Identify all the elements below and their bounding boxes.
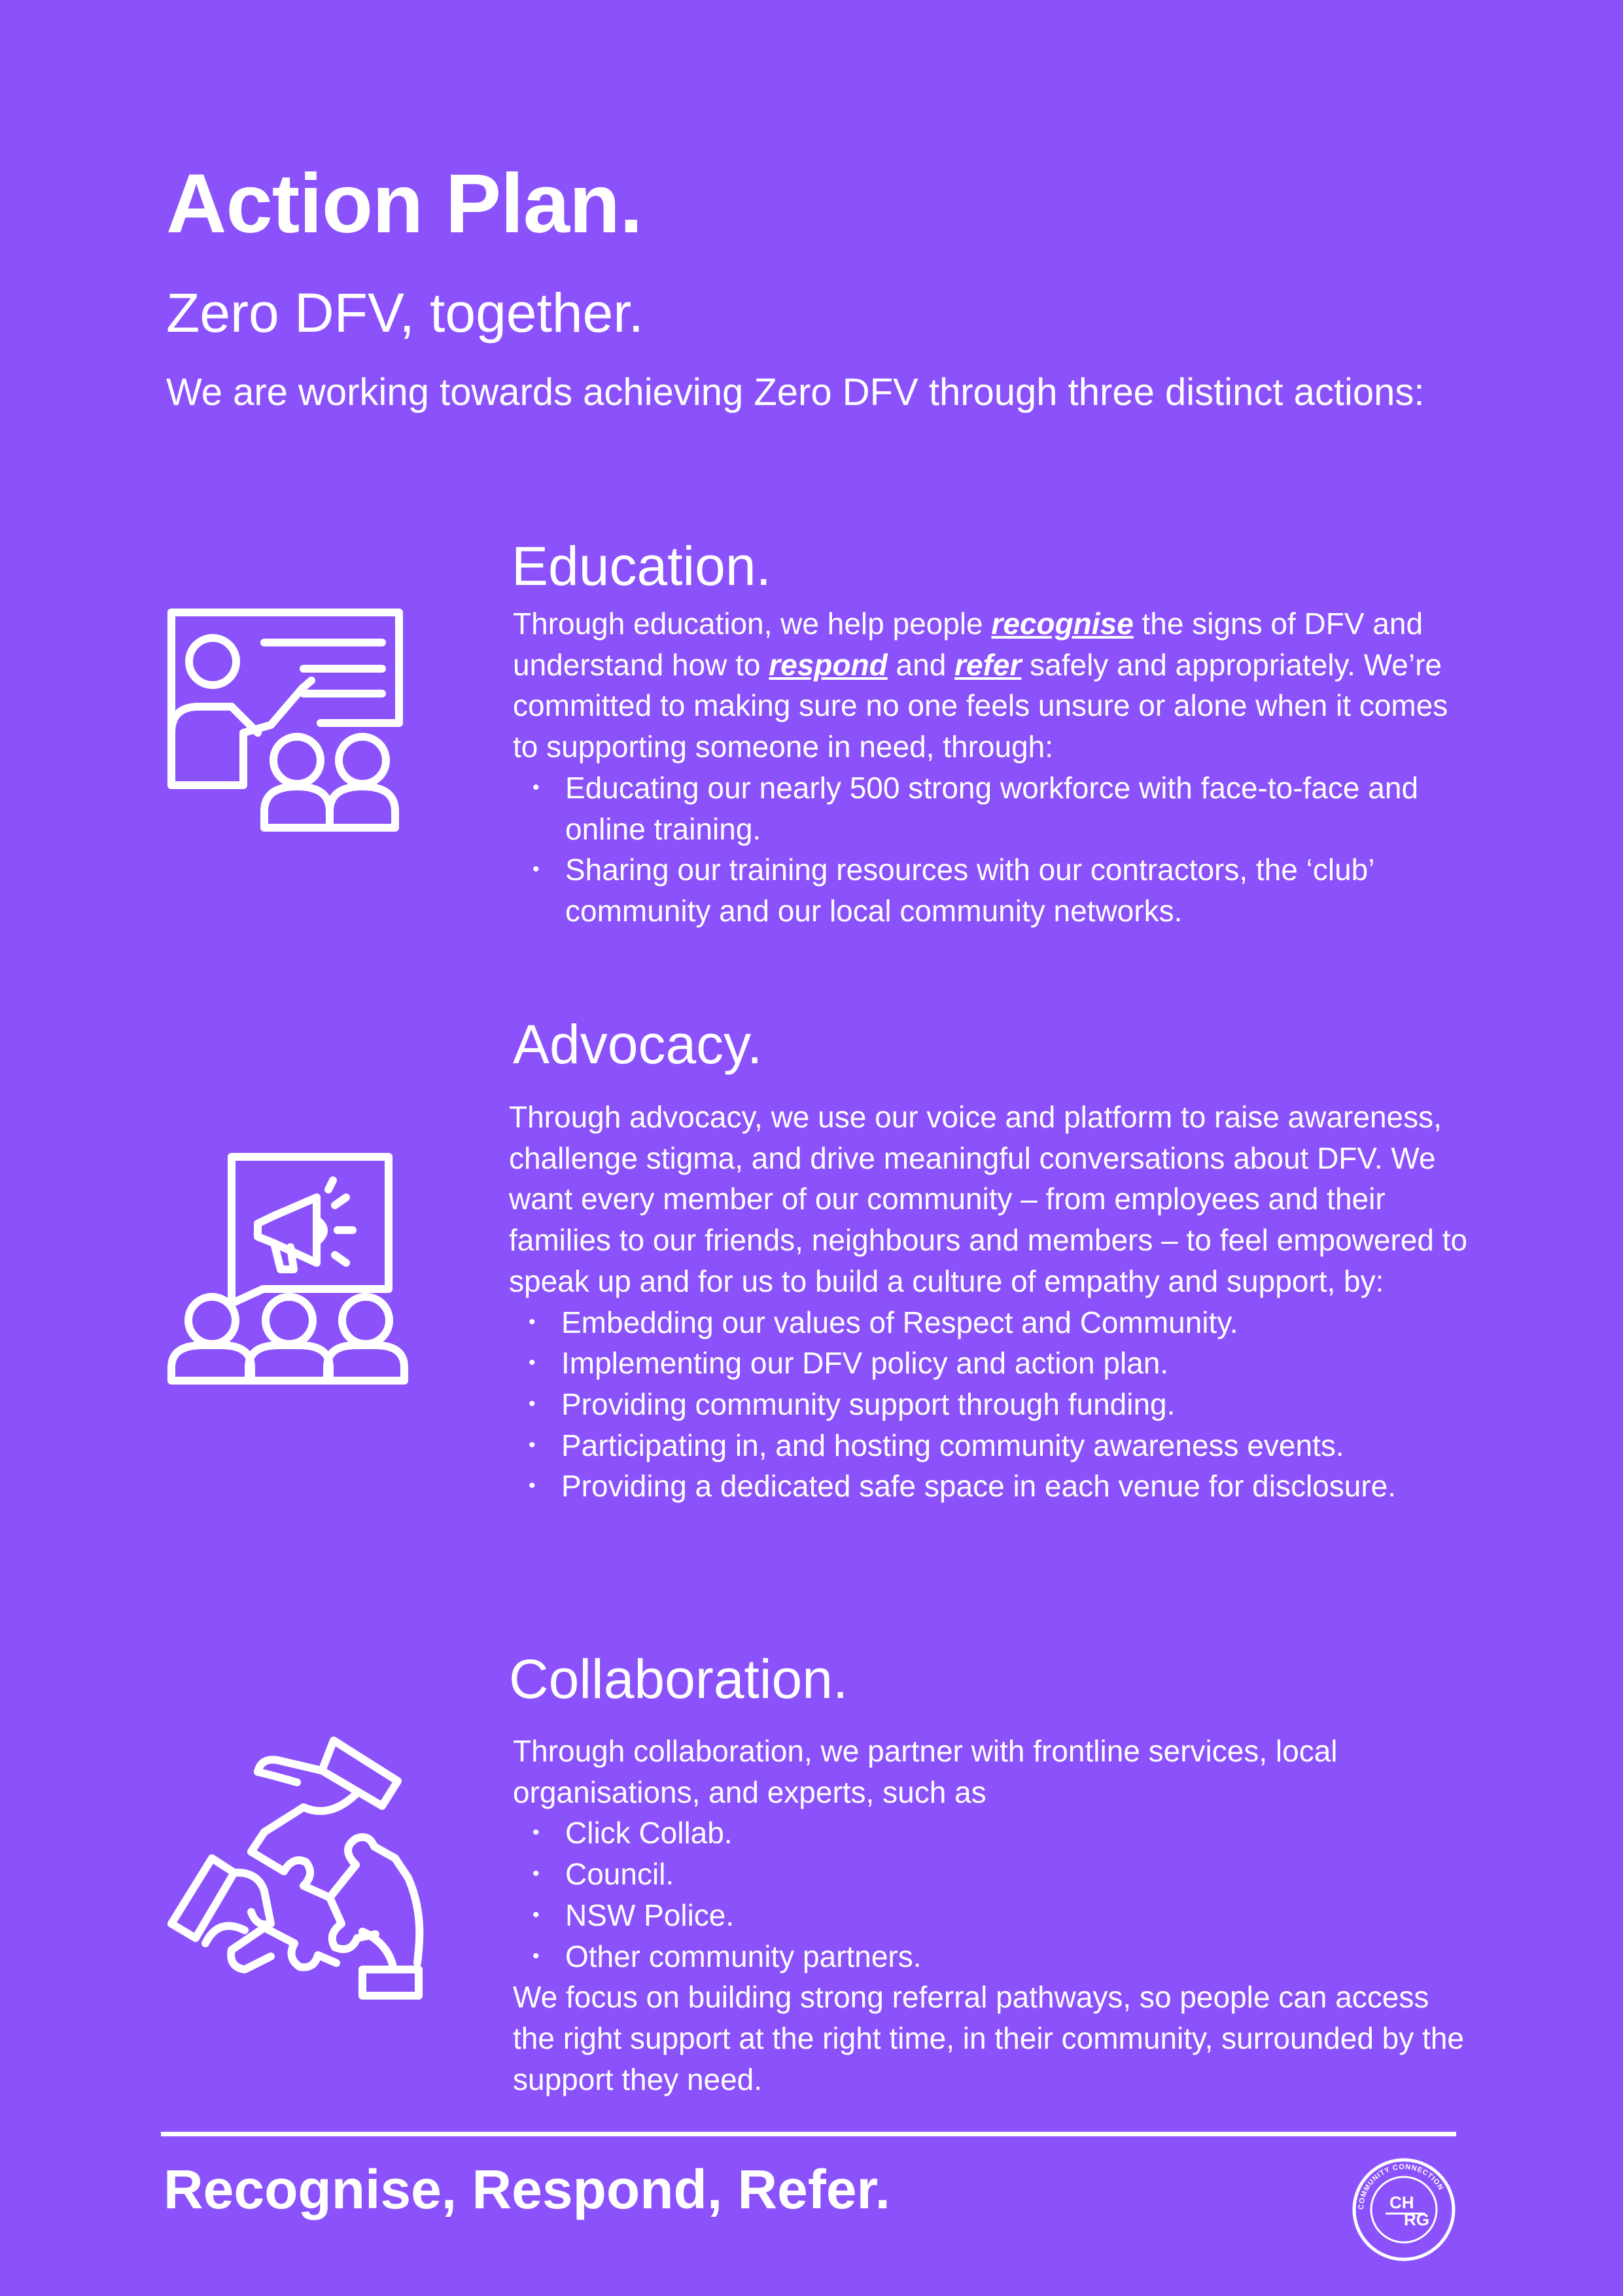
- list-item: • Educating our nearly 500 strong workforce with face-to-face and online training.: [513, 768, 1468, 849]
- education-text: safely and appropriately. We’re committed to making sure no one feels unsure or alone when it comes to supporting someone in need, through:: [513, 647, 1448, 764]
- education-text: Through education, we help people: [513, 607, 992, 641]
- megaphone-audience-icon: [166, 1152, 410, 1387]
- education-section: [513, 603, 1468, 932]
- logo-ring-text: COMMUNITY CONNECTION: [1357, 2163, 1445, 2210]
- education-paragraph: [513, 603, 1468, 768]
- list-item: • Embedding our values of Respect and Community.: [509, 1302, 1471, 1343]
- list-item: • NSW Police.: [513, 1895, 1475, 1936]
- logo-text: CH: [1389, 2193, 1414, 2212]
- advocacy-section: [509, 1097, 1471, 1507]
- advocacy-bullet-list: [509, 1302, 1471, 1508]
- list-item: • Providing a dedicated safe space in each venue for disclosure.: [509, 1466, 1471, 1507]
- logo-text: RG: [1404, 2210, 1429, 2229]
- list-item: • Click Collab.: [513, 1812, 1475, 1854]
- intro-text: We are working towards achieving Zero DFV through three distinct actions:: [166, 371, 1425, 414]
- list-item: • Other community partners.: [513, 1936, 1475, 1977]
- page-title: Action Plan.: [166, 157, 642, 251]
- refer-emphasis: refer: [954, 647, 1022, 682]
- puzzle-hands-icon: [166, 1734, 428, 2002]
- advocacy-heading: Advocacy.: [513, 1014, 763, 1075]
- list-item: • Providing community support through funding.: [509, 1384, 1471, 1425]
- footer-tagline: Recognise, Respond, Refer.: [164, 2159, 890, 2220]
- footer-divider: [161, 2132, 1456, 2136]
- recognise-emphasis: recognise: [991, 607, 1134, 641]
- collaboration-intro: Through collaboration, we partner with frontline services, local organisations, and experts, such as: [513, 1734, 1338, 1809]
- organisation-logo: [1352, 2157, 1456, 2265]
- list-item: • Council.: [513, 1854, 1475, 1895]
- collaboration-bullet-list: [513, 1812, 1475, 1977]
- list-item: • Implementing our DFV policy and action plan.: [509, 1343, 1471, 1384]
- education-bullet-list: [513, 768, 1468, 932]
- respond-emphasis: respond: [769, 647, 888, 682]
- collaboration-heading: Collaboration.: [509, 1648, 848, 1710]
- education-text: the signs of DFV and understand how to: [513, 607, 1423, 682]
- list-item: • Participating in, and hosting community awareness events.: [509, 1425, 1471, 1466]
- education-text: and: [887, 647, 955, 682]
- page-subtitle: Zero DFV, together.: [166, 282, 644, 344]
- presentation-icon: [166, 609, 408, 834]
- education-heading: Education.: [512, 535, 771, 597]
- collaboration-outro: We focus on building strong referral pathways, so people can access the right support at the right time, in their community, surrounded by the support they need.: [513, 1980, 1464, 2096]
- list-item: • Sharing our training resources with our contractors, the ‘club’ community and our local community networks.: [513, 849, 1468, 931]
- collaboration-section: [513, 1731, 1475, 2100]
- advocacy-paragraph: Through advocacy, we use our voice and platform to raise awareness, challenge stigma, and drive meaningful conversations about DFV. We want every member of our community – from employees and their families to our friends, neighbours and members – to feel empowered to speak up and for us to build a culture of empathy and support, by:: [509, 1100, 1468, 1298]
